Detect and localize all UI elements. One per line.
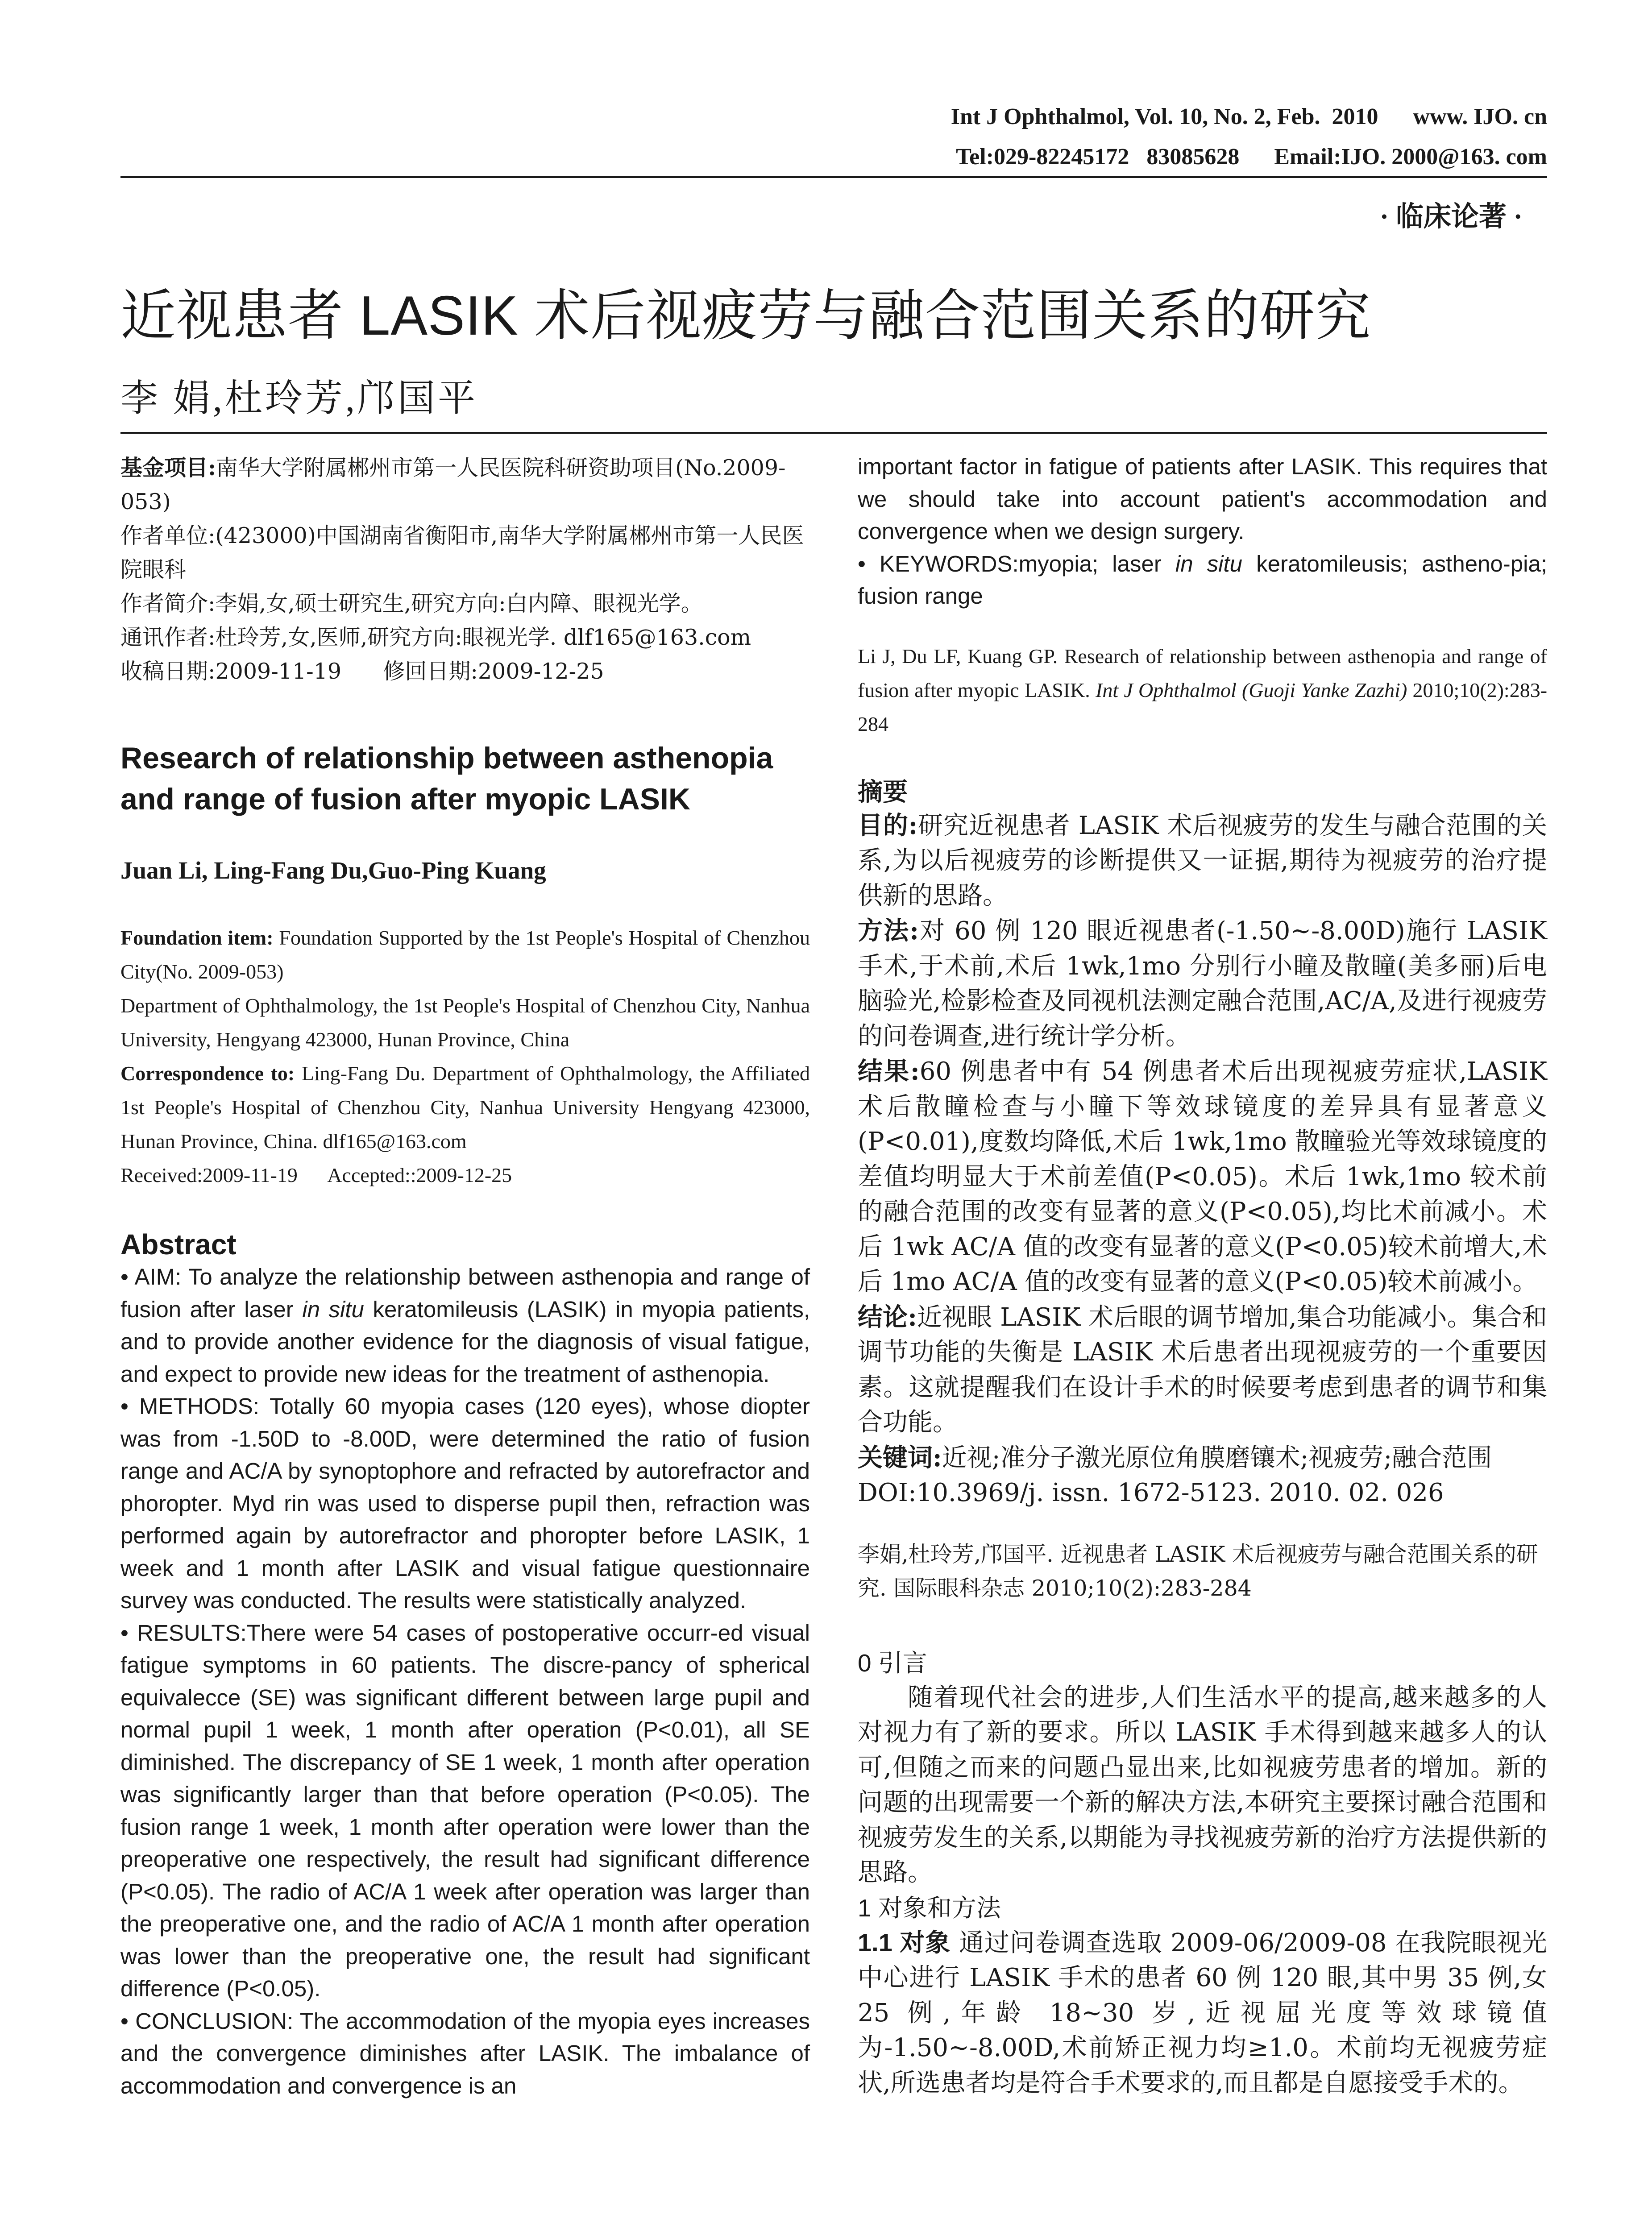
subjects-paragraph: 1.1 对象 通过问卷调查选取 2009-06/2009-08 在我院眼视光中心进行 LASIK 手术的患者 60 例 120 眼,其中男 35 例,女 25 例,年龄 18~30 岁,近视屈光度等效球镜值为-1.50~-8.00D,术前矫正视力均≥1.0。术前均无视疲劳症状,所选患者均是符合手术要求的,而且都是自愿接受手术的。 (858, 1928, 1548, 2098)
english-authors: Juan Li, Ling-Fang Du,Guo-Ping Kuang (120, 857, 546, 884)
intro-heading: 0 引言 (858, 1649, 927, 1677)
foundation-cn: 基金项目:南华大学附属郴州市第一人民医院科研资助项目(No.2009-053) (120, 455, 786, 514)
journal-header-line1: Int J Ophthalmol, Vol. 10, No. 2, Feb. 2010 www. IJO. cn (951, 104, 1547, 129)
abstract-conclusion-cont: important factor in fatigue of patients after LASIK. This requires that we should take into account patient's accommodation and convergence when we design surgery. (858, 454, 1547, 544)
article-title: 近视患者 LASIK 术后视疲劳与融合范围关系的研究 (120, 285, 1371, 347)
abstract-conclusion: • CONCLUSION: The accommodation of the myopia eyes increases and the convergence diminishes after LASIK. The imbalance of accommodation and convergence is an (120, 2008, 810, 2098)
author-bio-cn: 作者简介:李娟,女,硕士研究生,研究方向:白内障、眼视光学。 (120, 591, 703, 616)
abstract-methods: • METHODS: Totally 60 myopia cases (120 eyes), whose diopter was from -1.50D to -8.00D, were determined the ratio of fusion range and AC/A by synoptophore and refracted by autorefractor and phoropter. Myd rin was used to disperse pupil then, refraction was performed again by autorefractor and phoropter before LASIK, 1 week and 1 month after LASIK and visual fatigue questionnaire survey was conducted. The results were statistically analyzed. (120, 1393, 810, 1613)
title-rule (120, 432, 1547, 434)
department-en: Department of Ophthalmology, the 1st People's Hospital of Chenzhou City, Nanhua University, Hengyang 423000, Hunan Province, China (120, 994, 810, 1051)
foundation-en: Foundation item: Foundation Supported by the 1st People's Hospital of Chenzhou City(No. 2009-053) (120, 926, 810, 983)
abstract-keywords: • KEYWORDS:myopia; laser in situ keratomileusis; astheno-pia; fusion range (858, 551, 1548, 609)
zy-purpose: 目的:研究近视患者 LASIK 术后视疲劳的发生与融合范围的关系,为以后视疲劳的诊断提供又一证据,期待为视疲劳的治疗提供新的思路。 (858, 810, 1547, 910)
journal-header-line2: Tel:029-82245172 83085628 Email:IJO. 2000@163. com (956, 144, 1547, 170)
zy-conclusion: 结论:近视眼 LASIK 术后眼的调节增加,集合功能减小。集合和调节功能的失衡是 LASIK 术后患者出现视疲劳的一个重要因素。这就提醒我们在设计手术的时候要考虑到患者的调节和集合功能。 (858, 1302, 1547, 1437)
abstract-results: • RESULTS:There were 54 cases of postoperative occurr-ed visual fatigue symptoms in 60 patients. The discre-pancy of spherical equivalecce (SE) was significant different between large pupil and normal pupil 1 week, 1 month after operation (P<0.01), all SE diminished. The discrepancy of SE 1 week, 1 month after operation was significantly larger than that before operation (P<0.05). The fusion range 1 week, 1 month after operation were lower than the preoperative one respectively, the result had significant difference (P<0.05). The radio of AC/A 1 week after operation was larger than the preoperative one, and the radio of AC/A 1 month after operation was lower than the preoperative one, the result had significant difference (P<0.05). (120, 1620, 810, 2001)
intro-paragraph: 随着现代社会的进步,人们生活水平的提高,越来越多的人对视力有了新的要求。所以 LASIK 手术得到越来越多人的认可,但随之而来的问题凸显出来,比如视疲劳患者的增加。新的问题的出现需要一个新的解决方法,本研究主要探讨融合范围和视疲劳发生的关系,以期能为寻找视疲劳新的治疗方法提供新的思路。 (858, 1683, 1547, 1887)
citation-cn: 李娟,杜玲芳,邝国平. 近视患者 LASIK 术后视疲劳与融合范围关系的研究. 国际眼科杂志 2010;10(2):283-284 (858, 1541, 1538, 1601)
abstract-heading: Abstract (120, 1228, 237, 1261)
affiliation-cn: 作者单位:(423000)中国湖南省衡阳市,南华大学附属郴州市第一人民医院眼科 (120, 523, 804, 582)
english-title: Research of relationship between asthenopia and range of fusion after myopic LASIK (120, 741, 773, 816)
citation-en: Li J, Du LF, Kuang GP. Research of relationship between asthenopia and range of fusion after myopic LASIK. Int J Ophthalmol (Guoji Yanke Zazhi) 2010;10(2):283-284 (858, 644, 1548, 735)
dates-en: Received:2009-11-19 Accepted::2009-12-25 (120, 1164, 512, 1186)
correspondence-cn: 通讯作者:杜玲芳,女,医师,研究方向:眼视光学. dlf165@163.com (120, 625, 751, 650)
methods-heading: 1 对象和方法 (858, 1894, 1001, 1922)
abstract-aim: • AIM: To analyze the relationship between asthenopia and range of fusion after laser in situ keratomileusis (LASIK) in myopia patients, and to provide another evidence for the diagnosis of visual fatigue, and expect to provide new ideas for the treatment of asthenopia. (120, 1264, 810, 1387)
header-rule (120, 176, 1547, 178)
chinese-abstract-heading: 摘要 (858, 778, 908, 806)
dates-cn: 收稿日期:2009-11-19 修回日期:2009-12-25 (120, 659, 604, 684)
zy-method: 方法:对 60 例 120 眼近视患者(-1.50~-8.00D)施行 LASIK 手术,于术前,术后 1wk,1mo 分别行小瞳及散瞳(美多丽)后电脑验光,检影检查及同视机法测定融合范围,AC/A,及进行视疲劳的问卷调查,进行统计学分析。 (858, 916, 1547, 1051)
section-label: · 临床论著 · (1379, 202, 1523, 232)
zy-result: 结果:60 例患者中有 54 例患者术后出现视疲劳症状,LASIK 术后散瞳检查与小瞳下等效球镜度的差异具有显著意义(P<0.01),度数均降低,术后 1wk,1mo 散瞳验光等效球镜度的差值均明显大于术前差值(P<0.05)。术后 1wk,1mo 较术前的融合范围的改变有显著的意义(P<0.05),均比术前减小。术后 1wk AC/A 值的改变有显著的意义(P<0.05)较术前增大,术后 1mo AC/A 值的改变有显著的意义(P<0.05)较术前减小。 (858, 1057, 1547, 1296)
left-column (120, 451, 810, 2102)
doi: DOI:10.3969/j. issn. 1672-5123. 2010. 02. 026 (858, 1478, 1444, 1507)
correspondence-en: Correspondence to: Ling-Fang Du. Department of Ophthalmology, the Affiliated 1st People's Hospital of Chenzhou City, Nanhua University Hengyang 423000, Hunan Province, China. dlf165@163.com (120, 1062, 810, 1153)
right-column (858, 451, 1547, 2101)
zy-keywords: 关键词:近视;准分子激光原位角膜磨镶术;视疲劳;融合范围 (858, 1443, 1492, 1472)
article-authors: 李 娟,杜玲芳,邝国平 (120, 378, 478, 419)
